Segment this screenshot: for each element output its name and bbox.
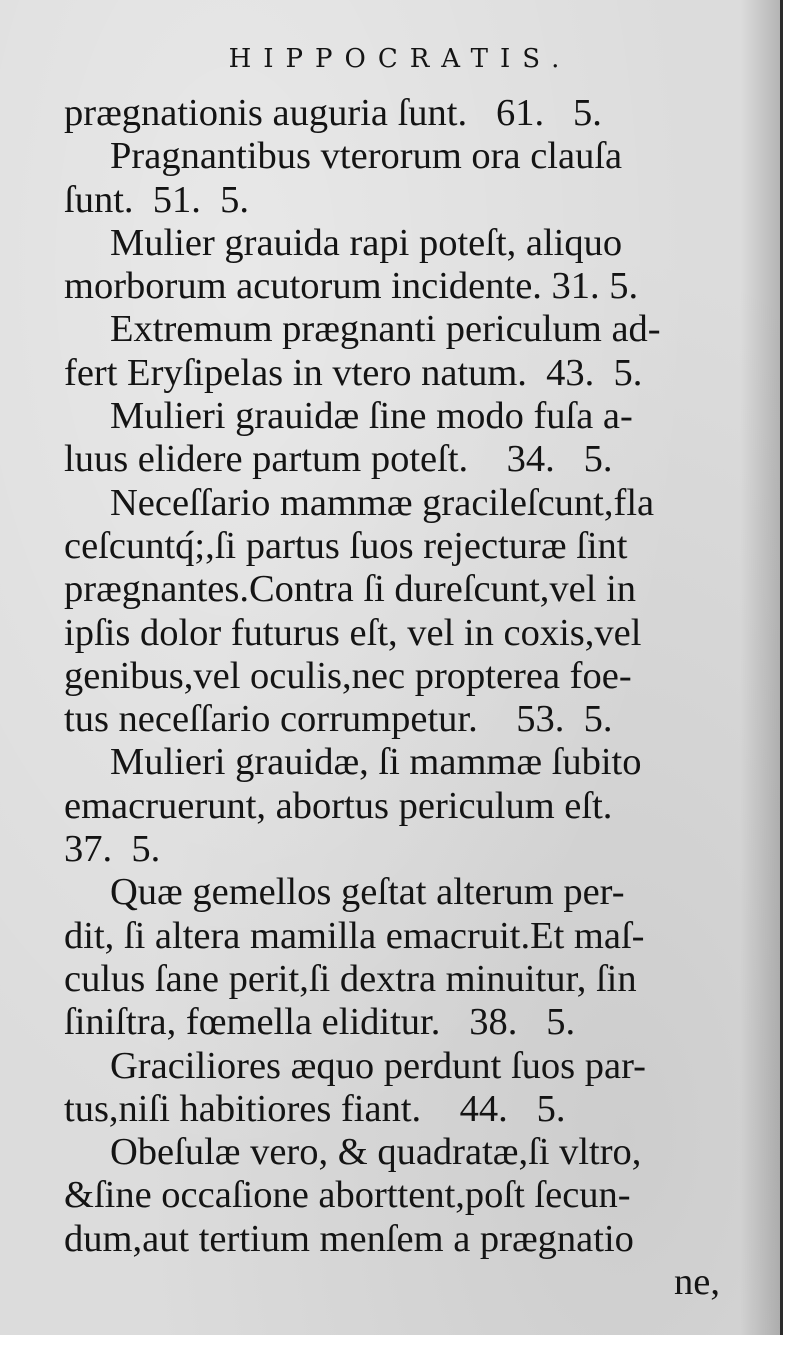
running-header: HIPPOCRATIS. xyxy=(228,44,572,74)
text-line: 37. 5. xyxy=(64,828,161,871)
text-line: ne, xyxy=(674,1261,720,1304)
text-line: Mulieri grauidæ ſine modo fuſa a- xyxy=(110,395,633,438)
text-line: dit, ſi altera mamilla emacruit.Et maſ- xyxy=(64,914,645,957)
text-line: dum,aut tertium menſem a prægnatio xyxy=(64,1217,634,1260)
text-line: Graciliores æquo perdunt ſuos par- xyxy=(110,1044,646,1087)
text-line: ceſcuntq́;,ſi partus ſuos rejecturæ ſint xyxy=(64,524,628,567)
text-line: tus neceſſario corrumpetur. 53. 5. xyxy=(64,698,613,741)
text-line: ſunt. 51. 5. xyxy=(64,178,250,221)
text-line: &ſine occaſione aborttent,poſt ſecun- xyxy=(64,1174,631,1217)
page-edge-shadow xyxy=(740,0,780,1335)
text-line: Pragnantibus vterorum ora clauſa xyxy=(110,135,623,178)
text-line: prægnantes.Contra ſi dureſcunt,vel in xyxy=(64,568,637,611)
body-text xyxy=(64,92,724,1304)
text-line: culus ſane perit,ſi dextra minuitur, ſin xyxy=(64,957,637,1000)
text-line: ipſis dolor futurus eſt, vel in coxis,vel xyxy=(64,611,642,654)
text-line: ſiniſtra, fœmella eliditur. 38. 5. xyxy=(64,1001,576,1044)
text-line: fert Eryſipelas in vtero natum. 43. 5. xyxy=(64,351,643,394)
text-line: genibus,vel oculis,nec propterea foe- xyxy=(64,654,632,697)
text-line: prægnationis auguria ſunt. 61. 5. xyxy=(64,92,602,134)
text-line: tus,niſi habitiores fiant. 44. 5. xyxy=(64,1087,566,1130)
text-line: Quæ gemellos geſtat alterum per- xyxy=(110,871,625,914)
text-line: Neceſſario mammæ gracileſcunt,fla xyxy=(110,481,655,524)
text-line: luus elidere partum poteſt. 34. 5. xyxy=(64,438,613,481)
text-line: Mulier grauida rapi poteſt, aliquo xyxy=(110,221,623,264)
text-line: Mulieri grauidæ, ſi mammæ ſubito xyxy=(110,741,642,784)
text-line: emacruerunt, abortus periculum eſt. xyxy=(64,784,613,827)
text-line: morborum acutorum incidente. 31. 5. xyxy=(64,265,639,308)
text-line: Extremum prægnanti periculum ad- xyxy=(110,308,661,351)
text-line: Obeſulæ vero, & quadratæ,ſi vltro, xyxy=(110,1131,642,1174)
